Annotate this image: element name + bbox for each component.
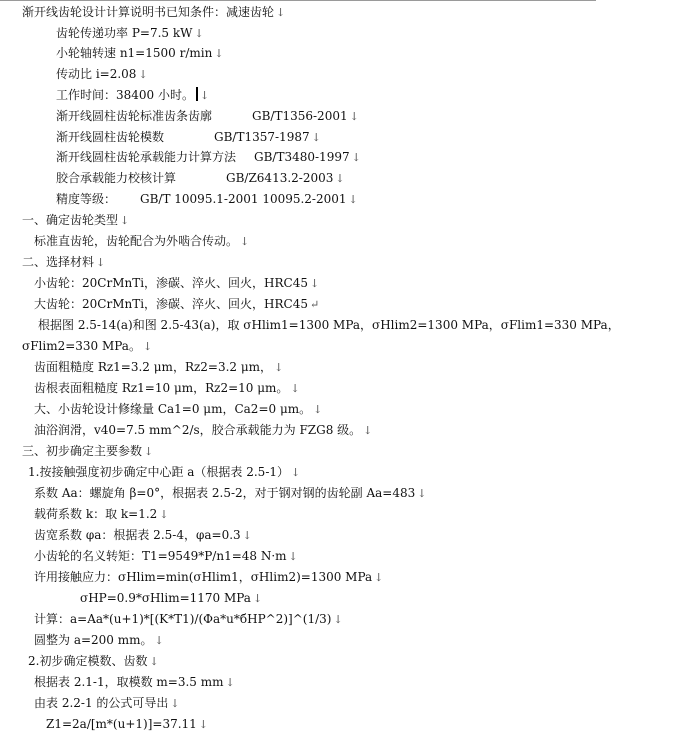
paragraph-mark-icon: ↓	[194, 27, 204, 40]
paragraph-mark-icon: ↓	[240, 235, 250, 248]
line-text: 大齿轮：20CrMnTi，渗碳、淬火、回火，HRC45	[34, 297, 308, 311]
surface-roughness-line	[34, 357, 283, 378]
standard-code: GB/T1356-2001	[252, 109, 348, 123]
paragraph-mark-icon: ↓	[214, 47, 224, 60]
paragraph-mark-icon: ↓	[417, 487, 427, 500]
line-text: 渐开线圆柱齿轮承载能力计算方法	[56, 150, 237, 164]
paragraph-mark-icon: ↓	[198, 718, 209, 731]
paragraph-mark-icon: ↓	[290, 382, 300, 395]
line-text: 系数 Aa：螺旋角 β=0°，根据表 2.5-2，对于钢对钢的齿轮副 Aa=483	[34, 486, 416, 500]
tip-relief-line	[34, 399, 322, 420]
standard-line-6413	[56, 168, 345, 189]
line-text: 由表 2.2-1 的公式可导出	[34, 696, 169, 710]
paragraph-mark-icon: ↓	[349, 110, 359, 123]
line-text: 根据表 2.1-1，取模数 m=3.5 mm	[34, 675, 224, 689]
section-heading-2	[22, 252, 105, 273]
standard-code: GB/T1357-1987	[214, 130, 310, 144]
paragraph-mark-icon: ↓	[363, 424, 373, 437]
rounded-center-distance-line	[34, 630, 164, 651]
subsection-center-distance	[28, 462, 300, 483]
paragraph-mark-icon: ↓	[159, 508, 169, 521]
line-text: 根据图 2.5-14(a)和图 2.5-43(a)，取 σHlim1=1300 MPa，σHlim2=1300 MPa，σFlim1=330 MPa，	[38, 318, 620, 332]
paragraph-mark-icon: ↓	[242, 529, 252, 542]
line-text: 传动比 i=2.08	[56, 67, 137, 81]
paragraph-mark-icon: ↓	[144, 445, 154, 458]
paragraph-mark-icon: ↓	[96, 256, 106, 269]
line-text: 1.按接触强度初步确定中心距 a（根据表 2.5-1）	[28, 465, 290, 479]
paragraph-mark-icon: ↓	[311, 131, 321, 144]
paragraph-mark-icon: ↓	[374, 571, 384, 584]
line-text: 齿根表面粗糙度 Rz1=10 μm，Rz2=10 μm。	[34, 381, 289, 395]
paragraph-mark-icon: ↓	[154, 634, 164, 647]
paragraph-mark-icon: ↓	[288, 550, 298, 563]
root-roughness-line	[34, 378, 300, 399]
line-text: 油浴润滑，v40=7.5 mm^2/s，胶合承载能力为 FZG8 级。	[34, 423, 362, 437]
standard-code: GB/T 10095.1-2001 10095.2-2001	[140, 192, 347, 206]
stress-limit-line	[38, 315, 620, 336]
paragraph-mark-icon: ↓	[313, 403, 323, 416]
paragraph-mark-icon: ↓	[291, 466, 301, 479]
line-text: 二、选择材料	[22, 255, 95, 269]
paragraph-mark-icon: ↓	[138, 68, 148, 81]
condition-ratio-line	[56, 64, 148, 85]
standard-code: GB/T3480-1997	[254, 150, 350, 164]
paragraph-mark-icon: ↵	[310, 298, 320, 311]
shp-line	[80, 588, 262, 609]
line-text: 渐开线圆柱齿轮标准齿条齿廓	[56, 109, 213, 123]
line-text: 工作时间：38400 小时。	[56, 88, 194, 102]
line-text: 渐开线圆柱齿轮模数	[56, 130, 165, 144]
line-text: 齿轮传递功率 P=7.5 kW	[56, 26, 193, 40]
z1-result-line	[46, 714, 208, 735]
allowable-contact-stress-line	[34, 567, 383, 588]
condition-worktime-line[interactable]	[56, 85, 209, 106]
large-gear-material-line	[34, 294, 319, 315]
small-gear-material-line	[34, 273, 319, 294]
line-text: 齿面粗糙度 Rz1=3.2 μm，Rz2=3.2 μm，	[34, 360, 273, 374]
line-text: 载荷系数 k：取 k=1.2	[34, 507, 158, 521]
face-width-factor-line	[34, 525, 252, 546]
gear-type-line	[34, 231, 249, 252]
paragraph-mark-icon: ↓	[310, 277, 320, 290]
condition-speed-line	[56, 43, 224, 64]
stress-limit-continued-line	[22, 336, 152, 357]
section-heading-3	[22, 441, 153, 462]
condition-power-line	[56, 23, 204, 44]
line-text: 渐开线齿轮设计计算说明书已知条件：减速齿轮	[22, 5, 275, 19]
paragraph-mark-icon: ↓	[170, 697, 180, 710]
module-selection-line	[34, 672, 235, 693]
line-text: 圆整为 a=200 mm。	[34, 633, 153, 647]
line-text: 小轮轴转速 n1=1500 r/min	[56, 46, 213, 60]
paragraph-mark-icon: ↓	[335, 172, 345, 185]
line-text: 计算：a=Aa*(u+1)*[(K*T1)/(Φa*u*бHP^2)]^(1/3)	[34, 612, 332, 626]
standard-line-3480	[56, 147, 361, 168]
load-factor-line	[34, 504, 169, 525]
paragraph-mark-icon: ↓	[149, 655, 159, 668]
line-text: 胶合承载能力校核计算	[56, 171, 177, 185]
standard-code: GB/Z6413.2-2003	[226, 171, 334, 185]
nominal-torque-line	[34, 546, 298, 567]
line-text: σFlim2=330 MPa。	[22, 339, 141, 353]
line-text: 精度等级：	[56, 192, 117, 206]
subsection-module-teeth	[28, 651, 159, 672]
standard-line-1357	[56, 127, 321, 148]
formula-derivation-line	[34, 693, 180, 714]
paragraph-mark-icon: ↓	[351, 151, 361, 164]
paragraph-mark-icon: ↓	[333, 613, 343, 626]
line-text: 2.初步确定模数、齿数	[28, 654, 148, 668]
paragraph-mark-icon: ↓	[274, 361, 284, 374]
paragraph-mark-icon: ↓	[120, 214, 130, 227]
line-text: 齿宽系数 φa：根据表 2.5-4，φa=0.3	[34, 528, 241, 542]
paragraph-mark-icon: ↓	[252, 592, 263, 605]
standard-line-1356	[56, 106, 359, 127]
text-cursor	[196, 87, 198, 101]
paragraph-mark-icon: ↓	[348, 193, 358, 206]
paragraph-mark-icon: ↓	[225, 676, 235, 689]
paragraph-mark-icon: ↓	[200, 89, 210, 102]
line-text: 小齿轮的名义转矩：T1=9549*P/n1=48 N·m	[34, 549, 287, 563]
line-text: 标准直齿轮，齿轮配合为外啮合传动。	[34, 234, 239, 248]
line-text: Z1=2a/[m*(u+1)]=37.11	[46, 717, 197, 731]
line-text: 大、小齿轮设计修缘量 Ca1=0 μm，Ca2=0 μm。	[34, 402, 312, 416]
line-text: 一、确定齿轮类型	[22, 213, 119, 227]
coefficient-aa-line	[34, 483, 426, 504]
line-text: 许用接触应力：σHlim=min(σHlim1，σHlim2)=1300 MPa	[34, 570, 373, 584]
line-text: 三、初步确定主要参数	[22, 444, 143, 458]
calculation-formula-line	[34, 609, 343, 630]
standard-line-10095	[56, 189, 358, 210]
section-heading-1	[22, 210, 129, 231]
paragraph-mark-icon: ↓	[142, 340, 153, 353]
paragraph-mark-icon: ↓	[276, 6, 286, 19]
line-text: σHP=0.9*σHlim=1170 MPa	[80, 591, 251, 605]
doc-title-line	[22, 2, 285, 23]
lubrication-line	[34, 420, 372, 441]
line-text: 小齿轮：20CrMnTi，渗碳、淬火、回火，HRC45	[34, 276, 308, 290]
